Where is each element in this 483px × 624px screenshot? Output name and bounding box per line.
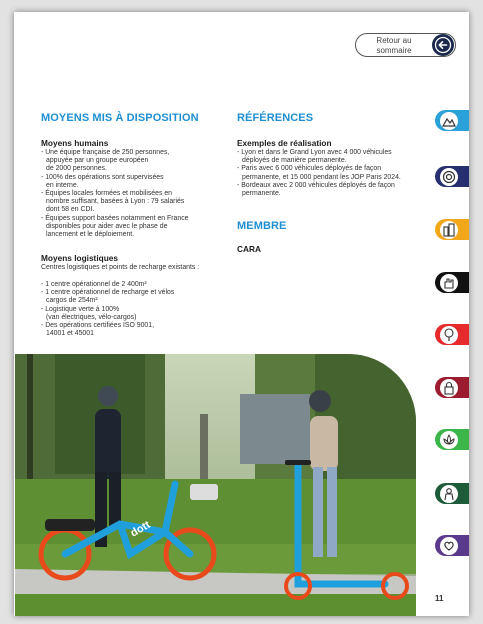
hand-icon xyxy=(440,274,458,292)
logistics-title: Moyens logistiques xyxy=(41,253,118,263)
human-resources-list xyxy=(41,149,231,239)
tree-icon xyxy=(440,326,458,344)
list-item: - Bordeaux avec 2 000 véhicules déployés de façon permanente. xyxy=(237,181,395,198)
person-icon xyxy=(440,485,458,503)
list-item: - Une équipe française de 250 personnes, appuyée par un groupe européen de 2000 personnes. xyxy=(41,149,170,173)
tab-chapter-4[interactable] xyxy=(435,272,469,293)
tab-chapter-2[interactable] xyxy=(435,166,469,187)
tab-chapter-3[interactable] xyxy=(435,219,469,240)
human-resources-title: Moyens humains xyxy=(41,138,109,148)
lotus-icon xyxy=(440,431,458,449)
examples-title: Exemples de réalisation xyxy=(237,138,332,148)
lock-icon xyxy=(440,379,458,397)
heart-hands-icon xyxy=(440,537,458,555)
list-item: - Logistique verte à 100% (van électriques, vélo-cargos) xyxy=(41,305,137,321)
back-to-summary-label: Retour au sommaire xyxy=(376,36,412,55)
page-number: 11 xyxy=(435,594,444,603)
tab-chapter-8[interactable] xyxy=(435,483,469,504)
back-to-summary-button[interactable] xyxy=(355,33,456,57)
logistics-intro: Centres logistiques et points de recharge existants : xyxy=(41,264,200,271)
tab-chapter-5[interactable] xyxy=(435,324,469,345)
document-page xyxy=(14,12,469,616)
mountain-icon xyxy=(440,112,458,130)
buildings-icon xyxy=(440,221,458,239)
tab-chapter-7[interactable] xyxy=(435,429,469,450)
riders-photo xyxy=(15,354,416,616)
tab-chapter-6[interactable] xyxy=(435,377,469,398)
examples-list xyxy=(237,149,427,198)
list-item: - Paris avec 6 000 véhicules déployés de façon permanente, et 15 000 pendant les JOP Paris 2024. xyxy=(237,165,401,181)
list-item: - Équipes support basées notamment en France disponibles pour aider avec le phase de lancement et le déploiement. xyxy=(41,214,189,239)
logistics-list xyxy=(41,281,231,338)
tab-chapter-1[interactable] xyxy=(435,110,469,131)
resources-heading: MOYENS MIS À DISPOSITION xyxy=(41,112,199,124)
list-item: - Des opérations certifiées ISO 9001, 14001 et 45001 xyxy=(41,322,154,338)
list-item: - 100% des opérations sont supervisées en interne. xyxy=(41,173,164,189)
member-value: CARA xyxy=(237,244,261,254)
bike-brand-text: dott xyxy=(128,518,153,540)
arrow-left-icon xyxy=(432,34,454,56)
list-item: - 1 centre opérationnel de recharge et vélos cargos de 254m² xyxy=(41,289,175,305)
list-item: - Équipes locales formées et mobilisées en nombre suffisant, basées à Lyon : 79 salariés dont 58 en CDI. xyxy=(41,190,185,214)
tab-chapter-9[interactable] xyxy=(435,535,469,556)
list-item: - Lyon et dans le Grand Lyon avec 4 000 véhicules déployés de manière permanente. xyxy=(237,149,392,165)
member-heading: MEMBRE xyxy=(237,220,287,232)
references-heading: RÉFÉRENCES xyxy=(237,112,314,124)
list-item: - 1 centre opérationnel de 2 400m² xyxy=(41,281,147,288)
target-icon xyxy=(440,168,458,186)
